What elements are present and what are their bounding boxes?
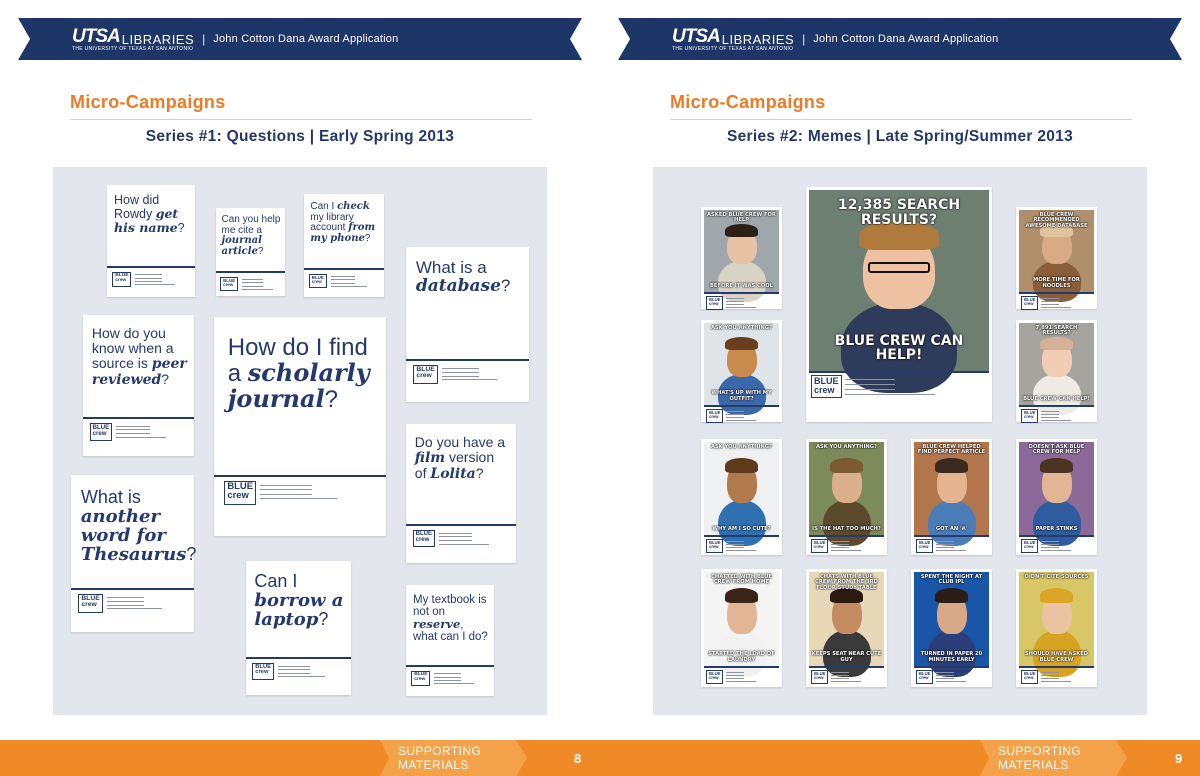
page-number: 8 (574, 750, 582, 766)
contact-info-lines (936, 540, 966, 551)
meme-poster (701, 569, 782, 687)
meme-bottom-caption: TURNED IN PAPER 20 MINUTES EARLY (920, 651, 983, 663)
blue-crew-badge: BLUE crew (916, 670, 933, 684)
contact-info-lines (726, 540, 756, 551)
meme-poster (806, 187, 992, 422)
title-divider (670, 119, 1132, 120)
meme-photo (809, 190, 989, 371)
blue-crew-badge: BLUE crew (411, 671, 430, 686)
meme-photo (704, 572, 779, 666)
contact-info-lines (845, 376, 935, 395)
meme-photo (1019, 323, 1094, 405)
poster-question: Can you help me cite a journal article? (221, 214, 281, 257)
meme-stripe (704, 292, 779, 294)
meme-footer (706, 296, 756, 310)
meme-poster (806, 569, 887, 687)
meme-bottom-caption: PAPER STINKS (1035, 525, 1078, 532)
poster-stripe (406, 524, 516, 526)
meme-photo (704, 323, 779, 405)
blue-crew-badge: BLUE crew (413, 530, 435, 547)
meme-bottom-caption: STARTED THE LOAD OF LAUNDRY (708, 651, 775, 663)
meme-photo (704, 442, 779, 535)
question-poster (107, 185, 195, 297)
meme-bottom-caption: KEEPS SEAT NEAR CUTE GUY (811, 651, 882, 663)
meme-top-caption: DOESN'T ASK BLUE CREW FOR HELP (1028, 444, 1085, 456)
poster-stripe (107, 266, 195, 268)
contact-info-lines (1041, 671, 1071, 682)
poster-question: My textbook is not on reserve, what can I do? (413, 593, 488, 644)
meme-photo (704, 210, 779, 292)
poster-question: Can I check my library account from my phone? (310, 201, 376, 245)
meme-stripe (809, 666, 884, 668)
question-poster (71, 475, 197, 632)
contact-info-lines (831, 540, 861, 551)
meme-top-caption: DIDN'T CITE SOURCES (1024, 574, 1089, 580)
blue-crew-badge: BLUE crew (1021, 670, 1038, 684)
utsa-libraries-logo: UTSA LIBRARIES THE UNIVERSITY OF TEXAS AT SAN ANTONIO (672, 25, 795, 52)
meme-footer (706, 539, 756, 553)
meme-footer (1021, 539, 1071, 553)
meme-footer (811, 375, 935, 398)
poster-footer (413, 530, 489, 547)
poster-stripe (71, 588, 194, 590)
meme-top-caption: 12,385 SEARCH RESULTS? (837, 197, 961, 228)
meme-bottom-caption: MORE TIME FOR NOODLES (1033, 277, 1080, 289)
meme-poster (911, 569, 992, 687)
poster-question: Can I borrow a laptop? (254, 570, 344, 630)
poster-footer (411, 671, 474, 686)
meme-stripe (1019, 535, 1094, 537)
meme-photo (914, 442, 989, 535)
footer-section-tab: SUPPORTING MATERIALS (980, 740, 1116, 776)
header-banner (618, 18, 1182, 60)
blue-crew-badge: BLUE crew (224, 481, 256, 505)
meme-footer (916, 539, 966, 553)
meme-top-caption: 7,891 SEARCH RESULTS? (1035, 325, 1078, 337)
poster-question: How did Rowdy get his name? (114, 192, 185, 236)
contact-info-lines (726, 671, 756, 682)
banner-notch-left (618, 18, 630, 60)
banner-notch-right (570, 18, 582, 60)
meme-poster (1016, 569, 1097, 687)
poster-stripe (216, 271, 285, 273)
meme-stripe (1019, 405, 1094, 407)
utsa-libraries-logo: UTSA LIBRARIES THE UNIVERSITY OF TEXAS AT SAN ANTONIO (72, 25, 195, 52)
contact-info-lines (726, 410, 756, 421)
poster-question: What is a database? (415, 258, 511, 297)
banner-separator: | (802, 32, 806, 46)
question-poster (304, 194, 384, 297)
poster-board (53, 167, 547, 715)
meme-footer (1021, 670, 1071, 684)
banner-notch-right (1170, 18, 1182, 60)
meme-photo (1019, 442, 1094, 535)
meme-top-caption: SPENT THE NIGHT AT CLUB IPL (920, 574, 983, 586)
meme-photo (809, 442, 884, 535)
meme-bottom-caption: BEFORE IT WAS COOL (709, 282, 774, 289)
meme-stripe (1019, 666, 1094, 668)
contact-info-lines (439, 531, 489, 545)
meme-poster (1016, 439, 1097, 555)
question-poster (246, 561, 351, 695)
blue-crew-badge: BLUE crew (252, 663, 274, 680)
poster-question: Do you have a film version of Lolita? (414, 434, 506, 482)
meme-footer (1021, 296, 1071, 310)
question-poster (406, 585, 494, 696)
meme-poster (701, 207, 782, 309)
question-poster (214, 317, 386, 536)
meme-footer (706, 670, 756, 684)
contact-info-lines (331, 275, 367, 287)
poster-stripe (83, 417, 194, 419)
poster-question: How do you know when a source is peer reviewed? (91, 325, 187, 388)
meme-stripe (809, 535, 884, 537)
meme-bottom-caption: WHY AM I SO CUTE? (712, 525, 771, 532)
blue-crew-badge: BLUE crew (706, 409, 723, 423)
contact-info-lines (936, 671, 966, 682)
section-title: Micro-Campaigns (670, 92, 826, 112)
meme-poster (1016, 320, 1097, 422)
meme-poster (806, 439, 887, 555)
meme-poster (911, 439, 992, 555)
meme-footer (811, 670, 861, 684)
meme-top-caption: ASKED BLUE CREW FOR HELP (707, 212, 776, 224)
blue-crew-badge: BLUE crew (811, 539, 828, 553)
poster-footer (90, 423, 167, 441)
meme-board (653, 167, 1147, 715)
meme-top-caption: CHATTED WITH BLUE CREW FROM HOME (711, 574, 772, 586)
contact-info-lines (726, 297, 756, 308)
meme-top-caption: BLUE CREW HELPED FIND PERFECT ARTICLE (917, 444, 986, 456)
contact-info-lines (1041, 540, 1071, 551)
contact-info-lines (1041, 410, 1071, 421)
meme-bottom-caption: SHOULD HAVE ASKED BLUE CREW (1024, 651, 1089, 663)
contact-info-lines (831, 671, 861, 682)
meme-footer (1021, 409, 1071, 423)
meme-stripe (809, 371, 989, 373)
poster-footer (78, 594, 162, 613)
blue-crew-badge: BLUE crew (811, 375, 842, 398)
poster-footer (252, 663, 325, 680)
meme-poster (701, 320, 782, 422)
poster-footer (224, 481, 337, 505)
section-title: Micro-Campaigns (70, 92, 226, 112)
meme-stripe (914, 535, 989, 537)
blue-crew-badge: BLUE crew (112, 272, 131, 287)
meme-poster (701, 439, 782, 555)
meme-photo (914, 572, 989, 666)
poster-footer (413, 365, 497, 384)
contact-info-lines (135, 273, 175, 285)
banner-title: John Cotton Dana Award Application (813, 33, 999, 45)
meme-photo (1019, 210, 1094, 292)
meme-stripe (704, 666, 779, 668)
blue-crew-badge: BLUE crew (811, 670, 828, 684)
banner-notch-left (18, 18, 30, 60)
question-poster (406, 424, 516, 563)
meme-bottom-caption: WHAT'S UP WITH MY OUTFIT? (711, 390, 772, 402)
blue-crew-badge: BLUE crew (1021, 409, 1038, 423)
blue-crew-badge: BLUE crew (706, 539, 723, 553)
blue-crew-badge: BLUE crew (1021, 296, 1038, 310)
blue-crew-badge: BLUE crew (413, 365, 437, 384)
blue-crew-badge: BLUE crew (78, 594, 102, 613)
contact-info-lines (107, 595, 162, 609)
banner-title: John Cotton Dana Award Application (213, 33, 399, 45)
blue-crew-badge: BLUE crew (916, 539, 933, 553)
meme-footer (811, 539, 861, 553)
contact-info-lines (116, 424, 166, 438)
meme-stripe (704, 405, 779, 407)
contact-info-lines (1041, 297, 1071, 308)
poster-stripe (246, 657, 351, 659)
poster-footer (112, 272, 175, 287)
series-title: Series #1: Questions | Early Spring 2013 (145, 128, 455, 145)
blue-crew-badge: BLUE crew (309, 274, 327, 288)
meme-top-caption: ASK YOU ANYTHING? (710, 325, 773, 331)
contact-info-lines (434, 672, 474, 684)
page-right (600, 0, 1200, 776)
poster-footer (220, 277, 273, 291)
banner-separator: | (202, 32, 206, 46)
question-poster (406, 247, 529, 402)
poster-stripe (214, 475, 386, 477)
series-title: Series #2: Memes | Late Spring/Summer 2013 (726, 128, 1074, 145)
title-divider (70, 119, 532, 120)
contact-info-lines (242, 278, 273, 290)
contact-info-lines (260, 482, 337, 499)
blue-crew-badge: BLUE crew (706, 670, 723, 684)
question-poster (216, 208, 285, 296)
poster-stripe (304, 268, 384, 270)
meme-stripe (914, 666, 989, 668)
poster-stripe (406, 359, 529, 361)
blue-crew-badge: BLUE crew (90, 423, 113, 441)
question-poster (83, 315, 194, 456)
contact-info-lines (442, 366, 497, 380)
meme-stripe (704, 535, 779, 537)
meme-bottom-caption: GOT AN 'A' (935, 525, 968, 532)
meme-poster (1016, 207, 1097, 309)
contact-info-lines (278, 664, 325, 677)
meme-photo (809, 572, 884, 666)
footer-section-tab: SUPPORTING MATERIALS (380, 740, 516, 776)
meme-top-caption: CHATS WITH BLUE CREW FROM THE 3RD FLOOR STUDY TABLE (815, 574, 878, 591)
meme-bottom-caption: BLUE CREW CAN HELP! (1023, 395, 1090, 402)
meme-bottom-caption: IS THE HAT TOO MUCH? (812, 525, 881, 532)
meme-stripe (1019, 292, 1094, 294)
meme-top-caption: ASK YOU ANYTHING? (710, 444, 773, 450)
blue-crew-badge: BLUE crew (1021, 539, 1038, 553)
blue-crew-badge: BLUE crew (220, 277, 238, 291)
meme-top-caption: BLUE CREW RECOMMENDED AWESOME DATABASE (1025, 212, 1088, 229)
meme-top-caption: ASK YOU ANYTHING? (815, 444, 878, 450)
meme-photo (1019, 572, 1094, 666)
poster-stripe (406, 665, 494, 667)
meme-footer (706, 409, 756, 423)
page-number: 9 (1175, 750, 1183, 766)
blue-crew-badge: BLUE crew (706, 296, 723, 310)
meme-bottom-caption: BLUE CREW CAN HELP! (834, 332, 964, 364)
poster-question: How do I find a scholarly journal? (227, 333, 370, 414)
meme-footer (916, 670, 966, 684)
poster-question: What is another word for Thesaurus? (80, 486, 197, 565)
header-banner (18, 18, 582, 60)
poster-footer (309, 274, 367, 288)
